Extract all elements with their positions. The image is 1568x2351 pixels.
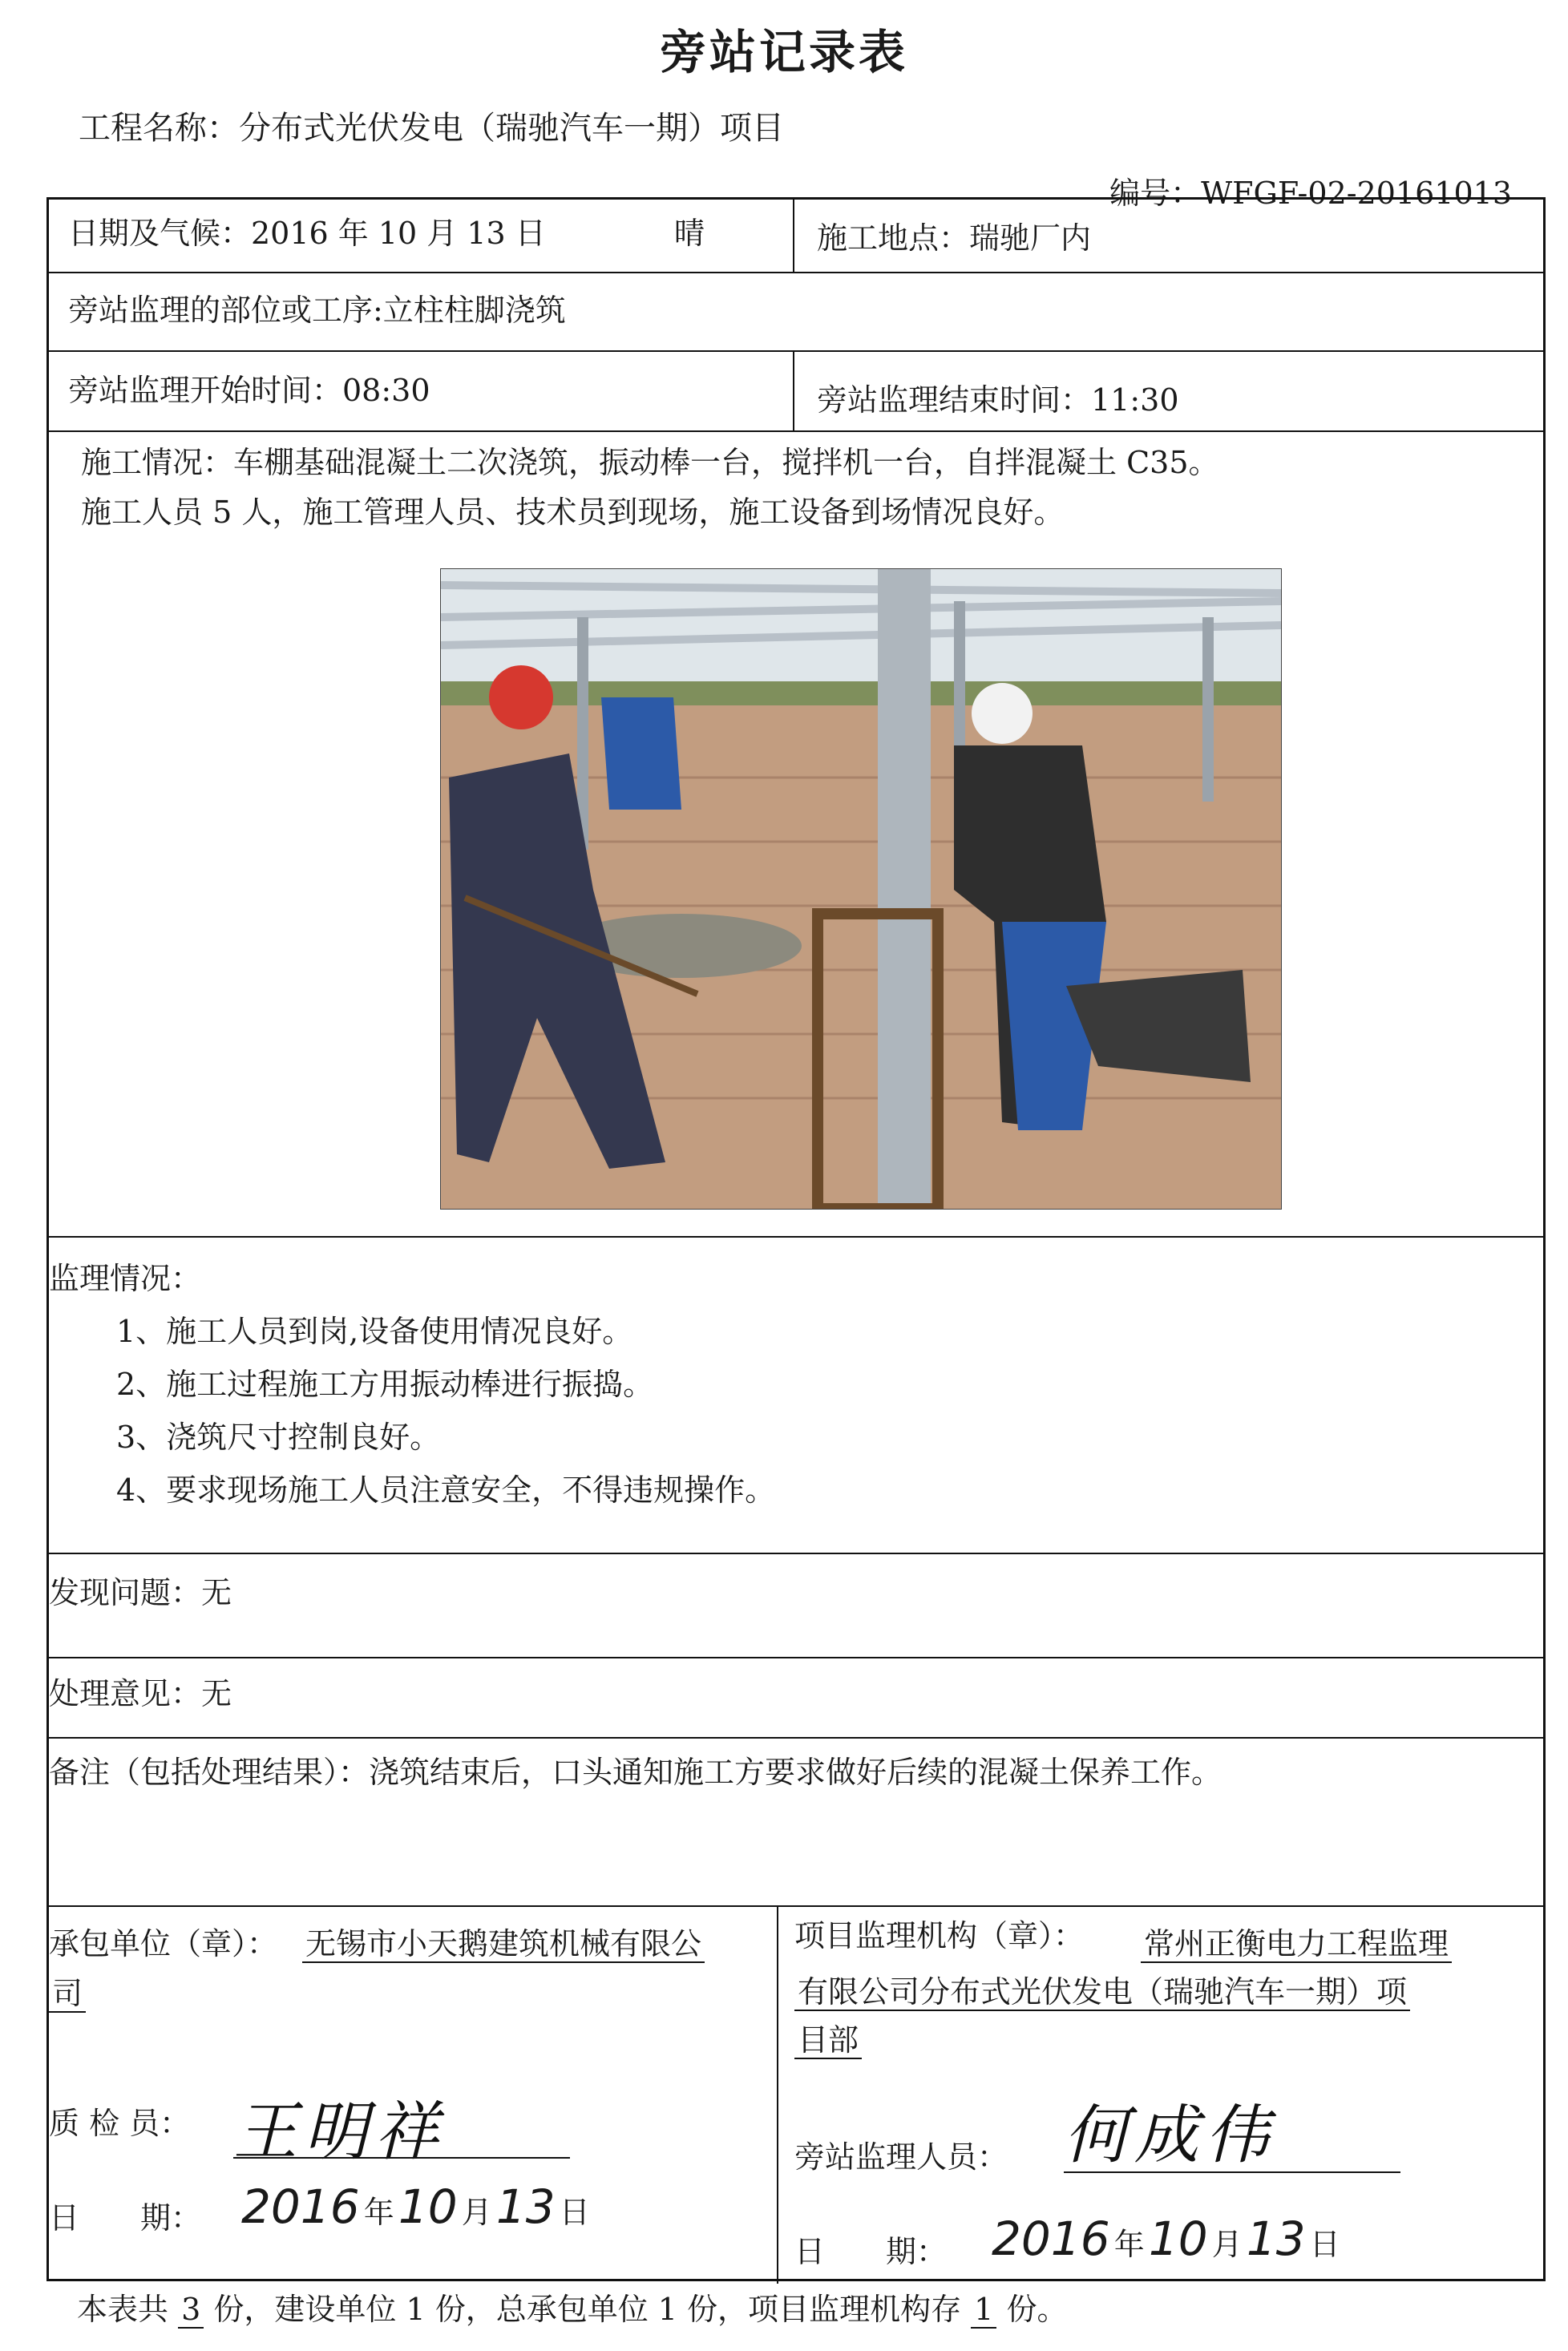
day-char: 日 [559,2195,590,2230]
column-divider [793,350,794,430]
footer-part2: 份，建设单位 1 份，总承包单位 1 份，项目监理机构存 [213,2292,962,2327]
construction-location: 施工地点：瑞驰厂内 [817,220,1092,256]
row-divider [49,1553,1543,1554]
supervisor-org-name: 常州正衡电力工程监理 [1141,1926,1452,1963]
construction-line-1: 施工情况：车棚基础混凝土二次浇筑，振动棒一台，搅拌机一台，自拌混凝土 C35。 [81,445,1219,480]
inspector-label: 质 检 员： [49,2106,191,2141]
supervisor-org-name-cont2: 目部 [794,2022,862,2059]
record-table [46,197,1546,2281]
supervised-process: 旁站监理的部位或工序:立柱柱脚浇筑 [68,293,566,328]
handling-opinion: 处理意见：无 [49,1676,232,1711]
year-char: 年 [1113,2227,1145,2262]
site-photo [440,568,1282,1210]
year-char: 年 [363,2195,394,2230]
supervisor-date-year: 2016 [992,2212,1110,2266]
construction-line-2: 施工人员 5 人，施工管理人员、技术员到现场，施工设备到场情况良好。 [81,495,1065,530]
row-divider [49,1657,1543,1658]
contractor-date-label: 日 期： [49,2200,202,2236]
footer-note [77,2284,1067,2329]
remarks: 备注（包括处理结果）：浇筑结束后，口头通知施工方要求做好后续的混凝土保养工作。 [49,1755,1222,1790]
row-divider [49,1236,1543,1238]
supervision-item: 2、施工过程施工方用振动棒进行振捣。 [116,1367,654,1402]
document-title: 旁站记录表 [659,25,908,79]
contractor-label: 承包单位（章）： [49,1926,278,1961]
date-weather: 日期及气候：2016 年 10 月 13 日 [68,216,546,251]
row-divider [49,350,1543,352]
column-divider [777,1905,778,2284]
inspector-signature-line [233,2080,570,2169]
row-divider [49,1905,1543,1907]
footer-copies-total: 3 [178,2292,204,2329]
contractor-name-cont: 司 [49,1976,86,2013]
contractor-date-year: 2016 [241,2179,360,2234]
supervisor-org-name-cont: 有限公司分布式光伏发电（瑞驰汽车一期）项 [794,1974,1410,2011]
supervision-item: 4、要求现场施工人员注意安全，不得违规操作。 [116,1472,776,1508]
footer-part3: 份。 [1006,2292,1068,2327]
contractor-date-day: 13 [495,2179,556,2234]
supervisor-date-month: 10 [1148,2212,1208,2266]
supervisor-date-day: 13 [1246,2212,1306,2266]
month-char: 月 [1211,2227,1243,2262]
row-divider [49,1737,1543,1739]
column-divider [793,200,794,272]
end-time: 旁站监理结束时间：11:30 [817,382,1179,418]
row-divider [49,272,1543,273]
supervisor-signature: 何成伟 [1064,2098,1275,2172]
project-name: 工程名称：分布式光伏发电（瑞驰汽车一期）项目 [79,110,784,147]
footer-part1: 本表共 [77,2292,169,2327]
supervision-heading: 监理情况： [49,1261,202,1296]
contractor-name: 无锡市小天鹅建筑机械有限公 [302,1926,705,1963]
contractor-date-month: 10 [398,2179,458,2234]
supervisor-person-label: 旁站监理人员： [794,2139,1008,2175]
supervisor-org-label: 项目监理机构（章）： [794,1918,1085,1953]
footer-copies-supervisor: 1 [971,2292,996,2329]
row-divider [49,430,1543,432]
supervision-item: 1、施工人员到岗,设备使用情况良好。 [116,1314,633,1349]
supervisor-date-label: 日 期： [794,2234,948,2269]
day-char: 日 [1309,2227,1340,2262]
month-char: 月 [461,2195,492,2230]
weather: 晴 [674,216,705,251]
problems-found: 发现问题：无 [49,1575,232,1610]
document-code: 编号：WFGF-02-20161013 [1109,176,1512,211]
start-time: 旁站监理开始时间：08:30 [68,373,430,408]
supervisor-signature-line [1064,2083,1400,2173]
inspector-signature: 王明祥 [233,2094,445,2169]
supervision-item: 3、浇筑尺寸控制良好。 [116,1420,441,1455]
